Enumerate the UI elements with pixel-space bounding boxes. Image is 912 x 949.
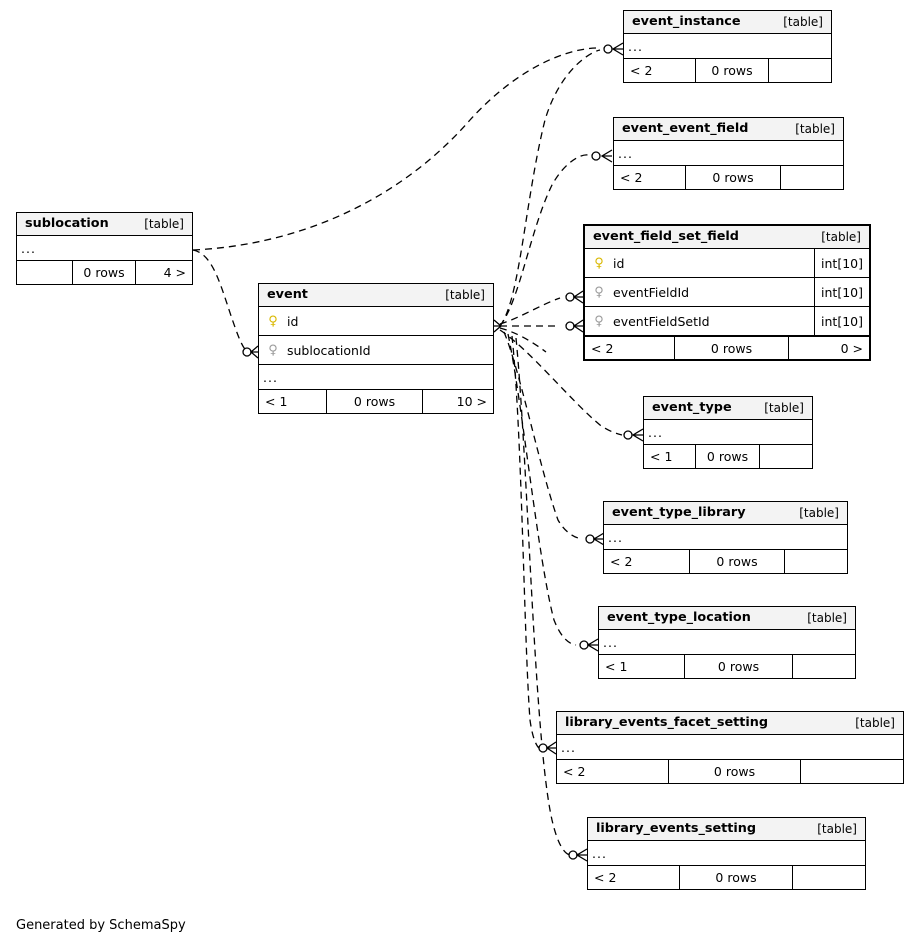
- table-name: event_type: [652, 400, 732, 415]
- columns-ellipsis: ...: [624, 34, 831, 59]
- table-footer: [588, 866, 865, 889]
- footer-children: 0 >: [840, 340, 863, 356]
- table-name: event_field_set_field: [593, 229, 739, 244]
- footer-children: [801, 760, 903, 783]
- footer-parents: < 2: [604, 550, 690, 573]
- footer-children: [769, 59, 831, 82]
- table-header: [599, 607, 855, 630]
- footer-children: [793, 655, 855, 678]
- column-row: [585, 278, 869, 307]
- table-footer: [259, 390, 493, 413]
- table-event_instance[interactable]: [623, 10, 832, 83]
- table-header: [588, 818, 865, 841]
- table-header: [644, 397, 812, 420]
- table-header: [604, 502, 847, 525]
- footer-parents: [17, 261, 73, 284]
- table-footer: [604, 550, 847, 573]
- footer-rows: 0 rows: [669, 760, 801, 783]
- column-row: [259, 336, 493, 365]
- table-tag: [table]: [783, 14, 823, 29]
- footer-parents: < 2: [585, 337, 675, 359]
- table-footer: [557, 760, 903, 783]
- table-name: event_event_field: [622, 121, 749, 136]
- columns-ellipsis: ...: [557, 735, 903, 760]
- table-header: [585, 226, 869, 249]
- table-tag: [table]: [445, 287, 485, 302]
- footer-parents: < 2: [614, 166, 686, 189]
- column-type: int[10]: [814, 249, 869, 277]
- footer-parents: < 2: [557, 760, 669, 783]
- table-header: [557, 712, 903, 735]
- table-footer: [644, 445, 812, 468]
- table-name: event_type_location: [607, 610, 751, 625]
- table-event_type_library[interactable]: [603, 501, 848, 574]
- columns-ellipsis: ...: [604, 525, 847, 550]
- primary-key-icon: ♀: [268, 313, 278, 329]
- columns-ellipsis: ...: [614, 141, 843, 166]
- table-footer: [614, 166, 843, 189]
- table-tag: [table]: [817, 821, 857, 836]
- footer-children: [785, 550, 847, 573]
- table-header: [17, 213, 192, 236]
- table-name: event_instance: [632, 14, 741, 29]
- table-event_type_location[interactable]: [598, 606, 856, 679]
- footer-rows: 0 rows: [73, 261, 136, 284]
- column-type: int[10]: [814, 278, 869, 306]
- footer-children: 4 >: [163, 265, 186, 280]
- table-footer: [585, 336, 869, 359]
- table-event_type[interactable]: [643, 396, 813, 469]
- table-name: event: [267, 287, 308, 302]
- footer-parents: < 1: [259, 390, 327, 413]
- table-tag: [table]: [144, 216, 184, 231]
- footer-parents: < 2: [588, 866, 680, 889]
- table-header: [624, 11, 831, 34]
- columns-ellipsis: ...: [17, 236, 192, 261]
- table-name: library_events_facet_setting: [565, 715, 769, 730]
- column-name: id: [613, 255, 625, 271]
- footer-children: [760, 445, 812, 468]
- foreign-key-icon: ♀: [594, 313, 604, 329]
- column-name: id: [287, 313, 299, 329]
- columns-ellipsis: ...: [259, 365, 493, 390]
- columns-ellipsis: ...: [588, 841, 865, 866]
- column-name: eventFieldSetId: [613, 313, 710, 329]
- table-tag: [table]: [795, 121, 835, 136]
- footer-parents: < 1: [599, 655, 685, 678]
- table-sublocation[interactable]: [16, 212, 193, 285]
- footer-rows: 0 rows: [696, 59, 769, 82]
- primary-key-icon: ♀: [594, 255, 604, 271]
- table-event[interactable]: [258, 283, 494, 414]
- table-footer: [17, 261, 192, 284]
- footer-children: [781, 166, 843, 189]
- table-event_field_set_field[interactable]: [583, 224, 871, 361]
- footer-rows: 0 rows: [685, 655, 793, 678]
- footer-parents: < 2: [624, 59, 696, 82]
- table-header: [614, 118, 843, 141]
- footer-children: 10 >: [456, 394, 487, 409]
- table-tag: [table]: [855, 715, 895, 730]
- columns-ellipsis: ...: [599, 630, 855, 655]
- footer-rows: 0 rows: [327, 390, 423, 413]
- table-event_event_field[interactable]: [613, 117, 844, 190]
- column-row: [259, 307, 493, 336]
- foreign-key-icon: ♀: [268, 342, 278, 358]
- footer-parents: < 1: [644, 445, 696, 468]
- footer-rows: 0 rows: [675, 337, 789, 359]
- generated-by-note: Generated by SchemaSpy: [16, 918, 186, 933]
- columns-ellipsis: ...: [644, 420, 812, 445]
- table-tag: [table]: [807, 610, 847, 625]
- footer-children: [793, 866, 865, 889]
- footer-rows: 0 rows: [680, 866, 793, 889]
- foreign-key-icon: ♀: [594, 284, 604, 300]
- table-name: sublocation: [25, 216, 109, 231]
- footer-rows: 0 rows: [696, 445, 760, 468]
- table-header: [259, 284, 493, 307]
- footer-rows: 0 rows: [686, 166, 781, 189]
- table-tag: [table]: [799, 505, 839, 520]
- column-row: [585, 307, 869, 336]
- table-footer: [599, 655, 855, 678]
- column-row: [585, 249, 869, 278]
- table-name: library_events_setting: [596, 821, 757, 836]
- table-library_events_setting[interactable]: [587, 817, 866, 890]
- column-name: sublocationId: [287, 342, 371, 358]
- column-name: eventFieldId: [613, 284, 690, 300]
- footer-rows: 0 rows: [690, 550, 785, 573]
- table-tag: [table]: [821, 229, 861, 244]
- table-library_events_facet_setting[interactable]: [556, 711, 904, 784]
- table-name: event_type_library: [612, 505, 746, 520]
- table-footer: [624, 59, 831, 82]
- column-type: int[10]: [814, 307, 869, 335]
- table-tag: [table]: [764, 400, 804, 415]
